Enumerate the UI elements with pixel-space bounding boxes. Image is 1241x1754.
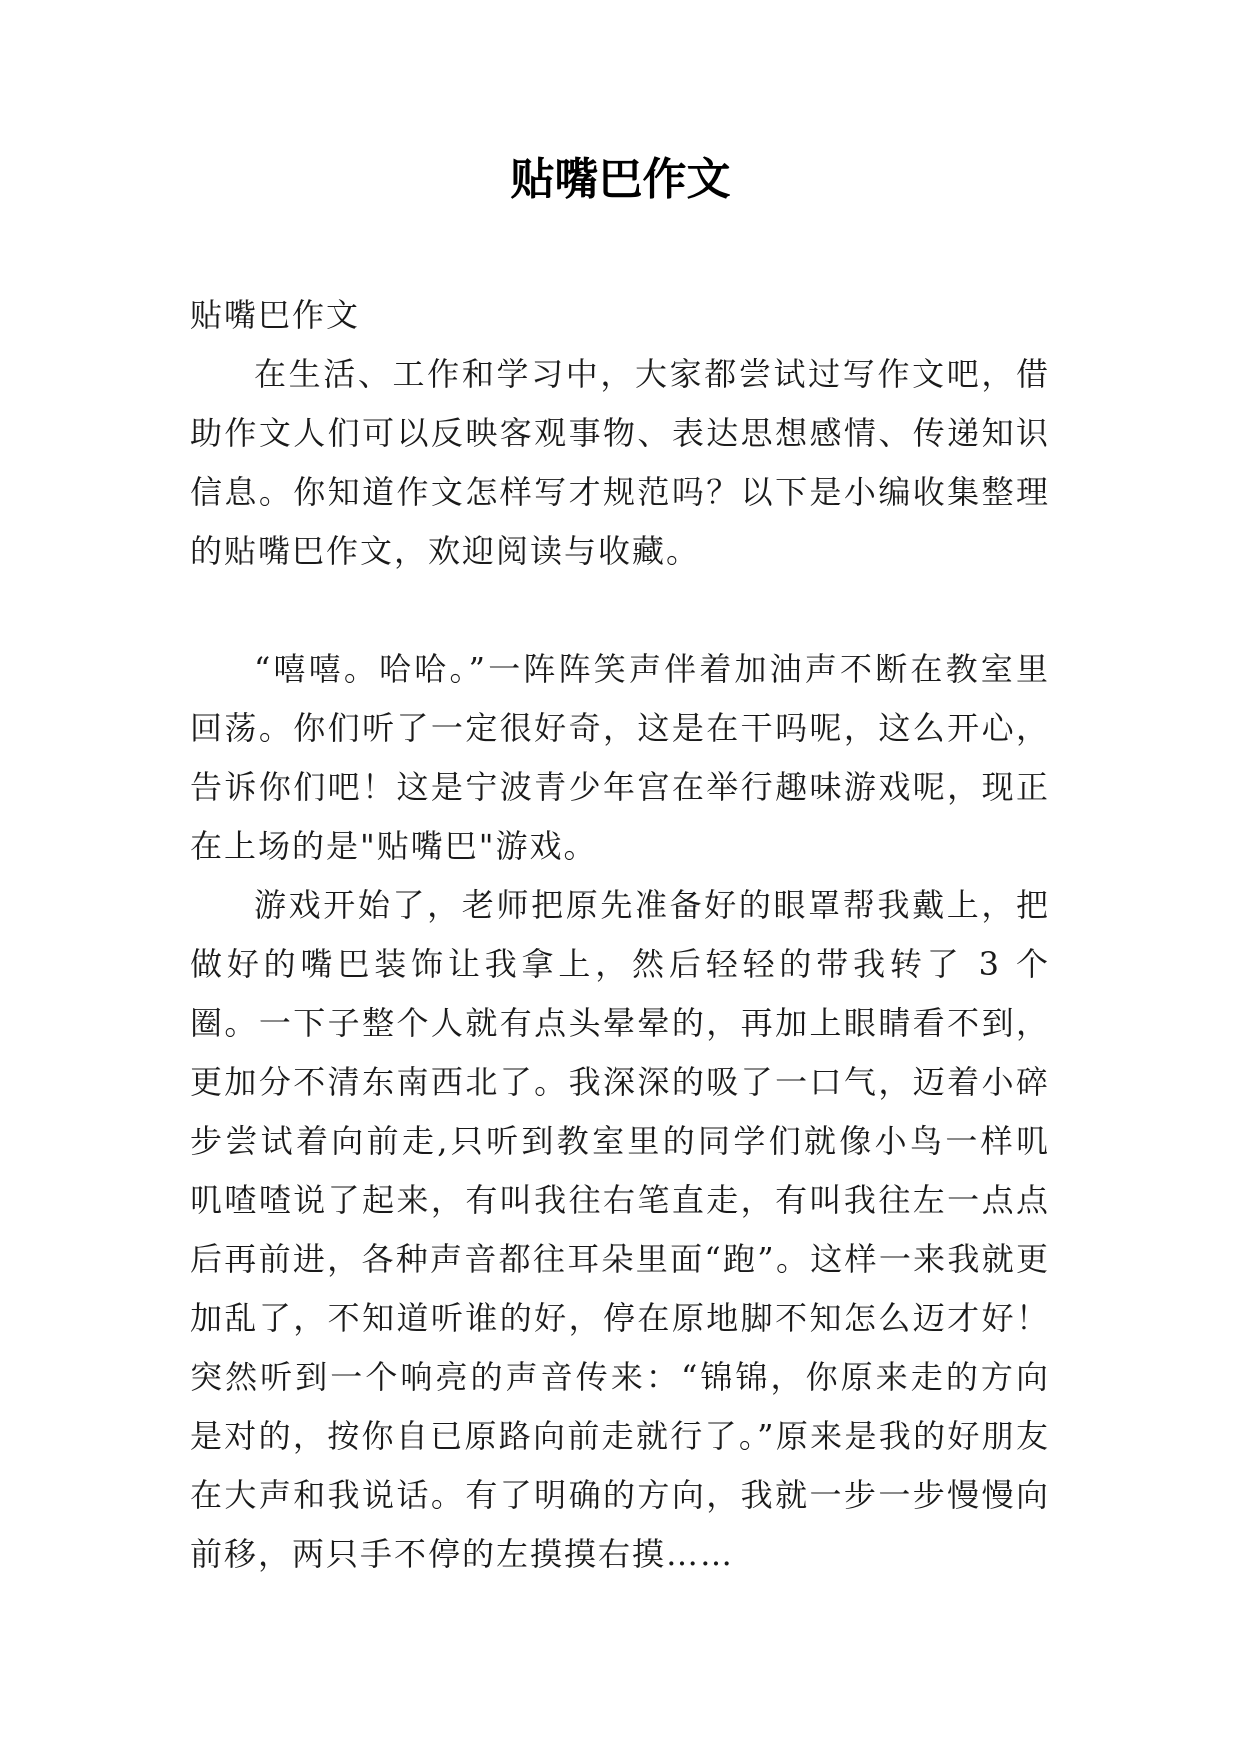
paragraph-intro: 在生活、工作和学习中，大家都尝试过写作文吧，借助作文人们可以反映客观事物、表达思想感情、传递知识信息。你知道作文怎样写才规范吗？以下是小编收集整理的贴嘴巴作文，欢迎阅读与收藏。 bbox=[190, 355, 1050, 570]
paragraph-game: 游戏开始了，老师把原先准备好的眼罩帮我戴上，把做好的嘴巴装饰让我拿上，然后轻轻的带我转了 3 个圈。一下子整个人就有点头晕晕的，再加上眼睛看不到，更加分不清东南西北了。我深深的吸了一口气，迈着小碎步尝试着向前走,只听到教室里的同学们就像小鸟一样叽叽喳喳说了起来，有叫我往右笔直走，有叫我往左一点点后再前进，各种声音都往耳朵里面“跑”。这样一来我就更加乱了，不知道听谁的好，停在原地脚不知怎么迈才好！突然听到一个响亮的声音传来：“锦锦，你原来走的方向是对的，按你自已原路向前走就行了。”原来是我的好朋友在大声和我说话。有了明确的方向，我就一步一步慢慢向前移，两只手不停的左摸摸右摸…… bbox=[190, 886, 1050, 1573]
document-title: 贴嘴巴作文 bbox=[510, 154, 731, 205]
document-body bbox=[190, 286, 1050, 1584]
paragraph-laughter: “嘻嘻。哈哈。”一阵阵笑声伴着加油声不断在教室里回荡。你们听了一定很好奇，这是在干吗呢，这么开心，告诉你们吧！这是宁波青少年宫在举行趣味游戏呢，现正在上场的是"贴嘴巴"游戏。 bbox=[190, 650, 1050, 865]
document-heading: 贴嘴巴作文 bbox=[190, 296, 361, 334]
